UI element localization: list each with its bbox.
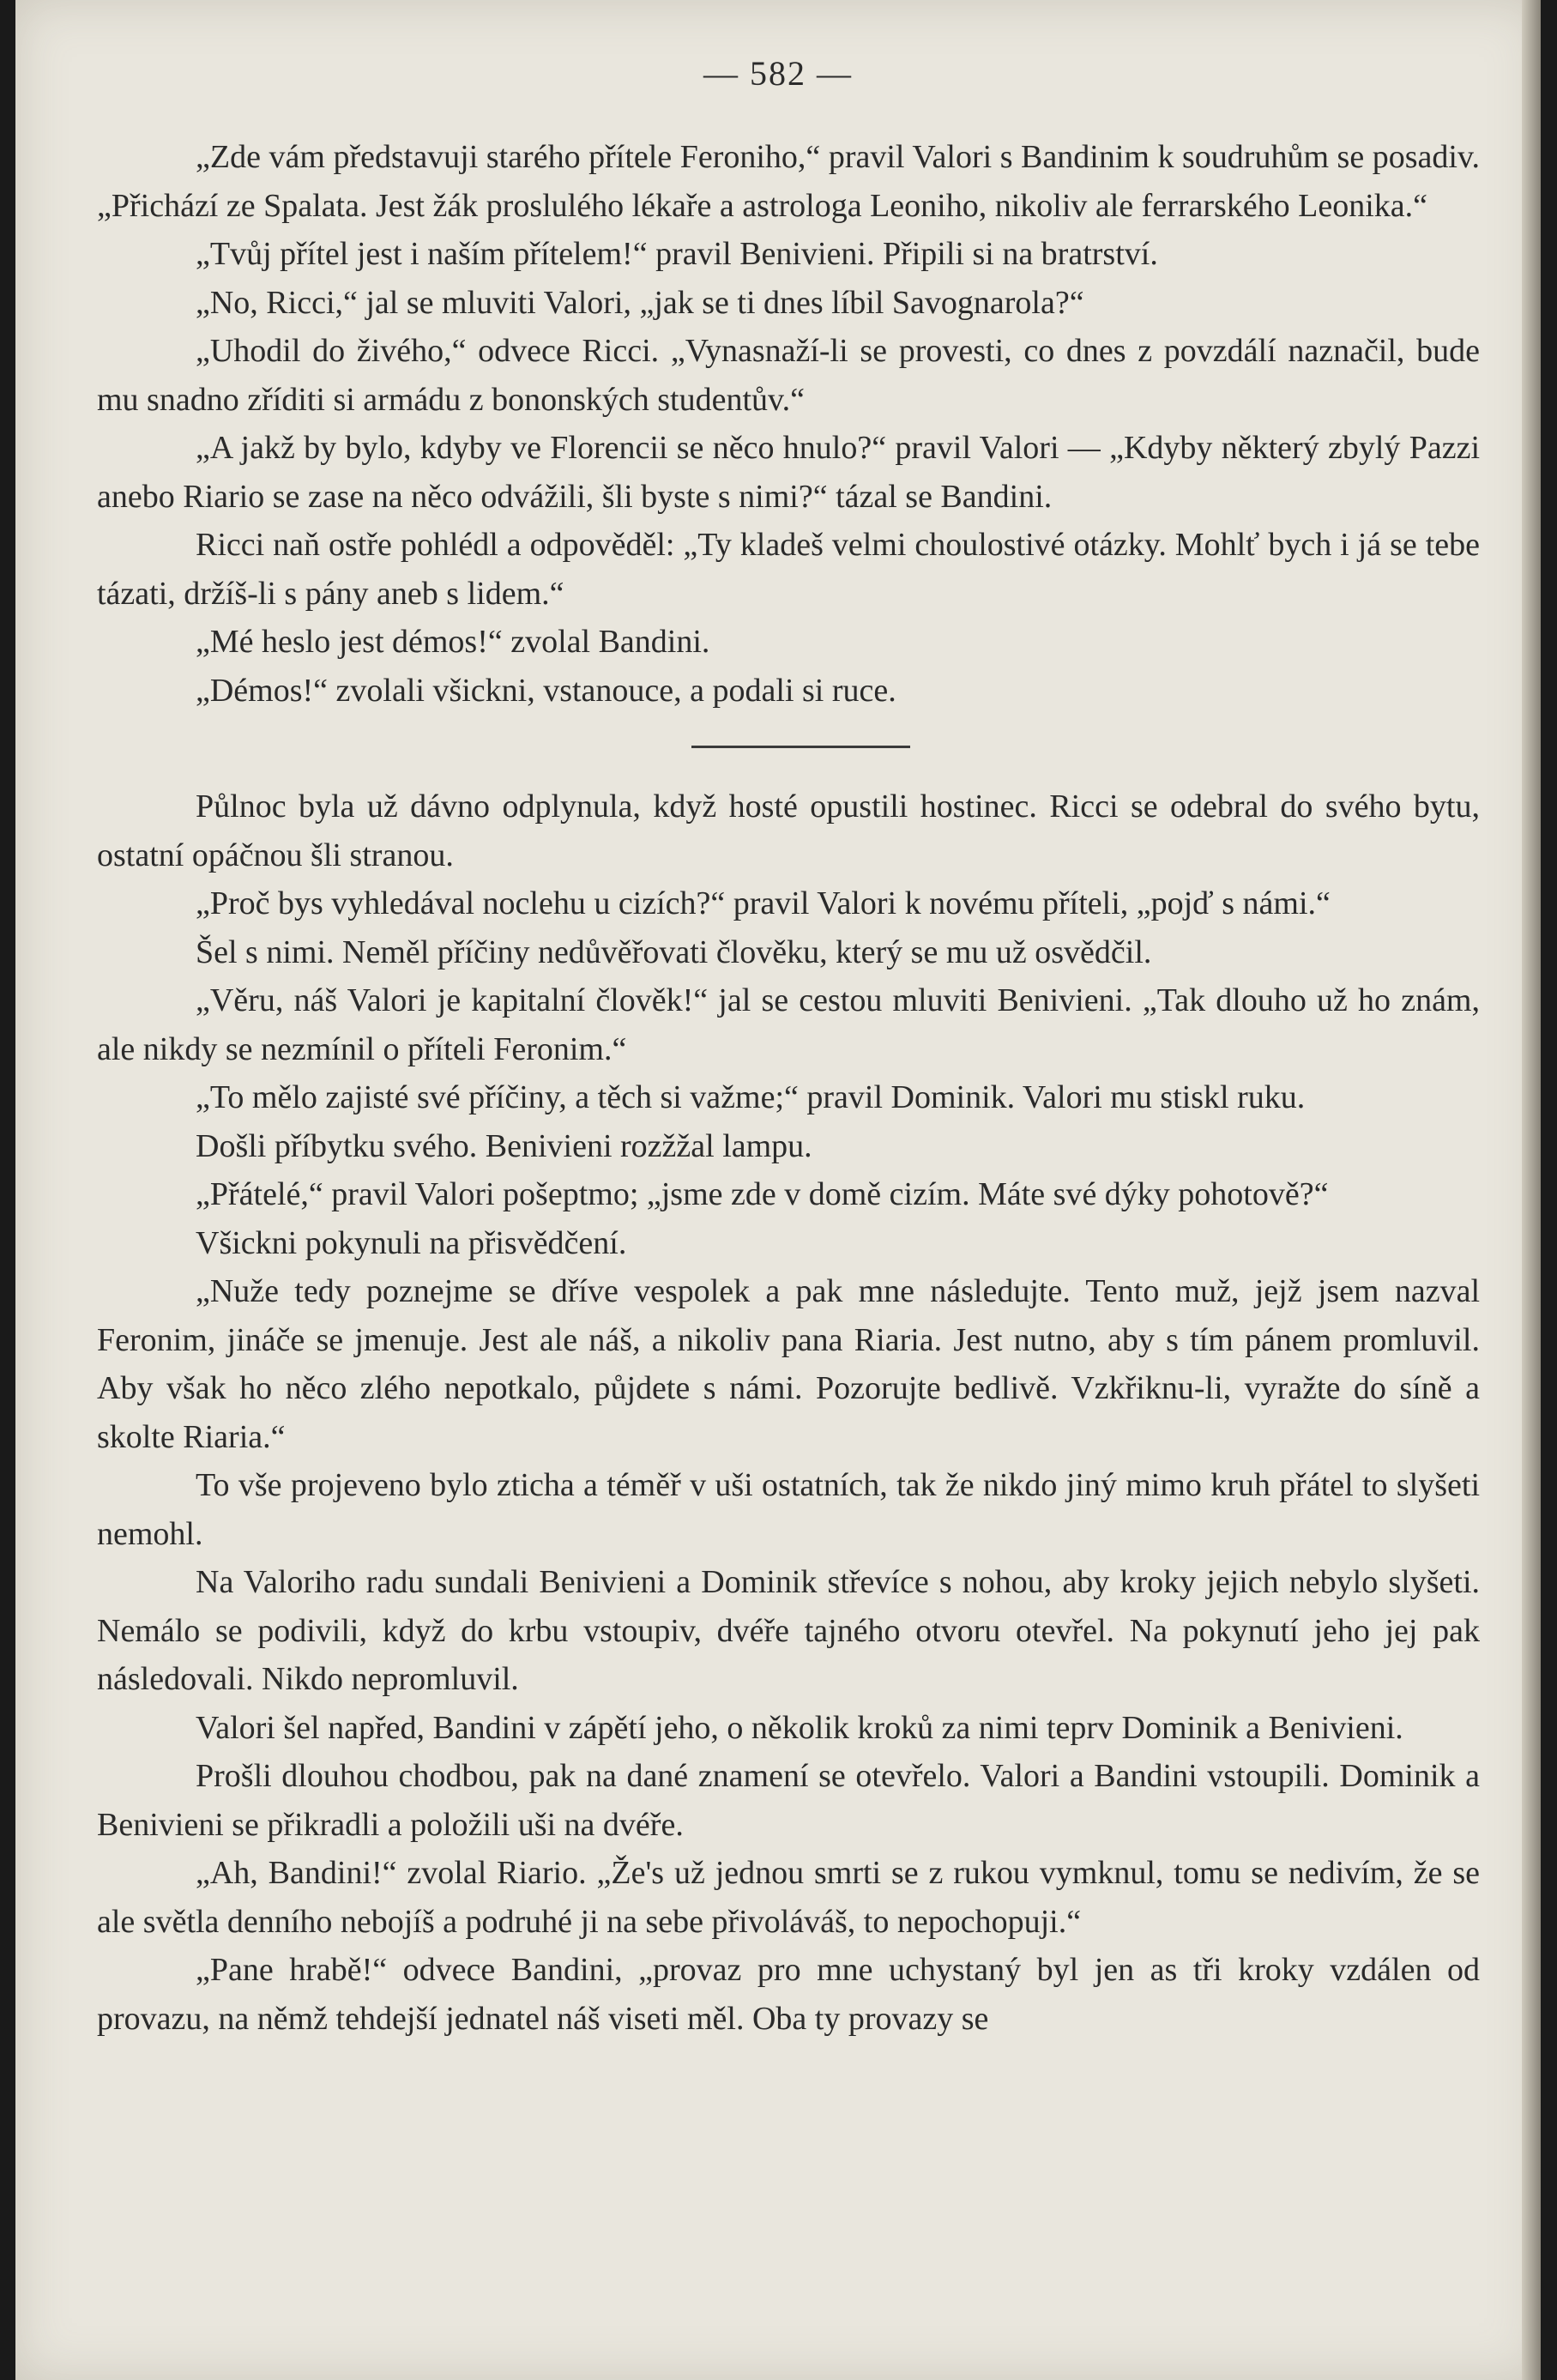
paragraph: „Tvůj přítel jest i naším přítelem!“ pravil Benivieni. Připili si na bratrství.: [196, 236, 1158, 272]
section-1: [97, 133, 1480, 715]
paragraph: Valori šel napřed, Bandini v zápětí jeho, o několik kroků za nimi teprv Dominik a Benivieni.: [196, 1709, 1403, 1746]
paragraph: „Proč bys vyhledával noclehu u cizích?“ pravil Valori k novému příteli, „pojď s námi.“: [196, 885, 1331, 921]
paragraph: „No, Ricci,“ jal se mluviti Valori, „jak se ti dnes líbil Savognarola?“: [196, 284, 1084, 321]
paragraph: To vše projeveno bylo zticha a téměř v uši ostatních, tak že nikdo jiný mimo kruh přátel to slyšeti nemohl.: [97, 1467, 1480, 1552]
paragraph: Na Valoriho radu sundali Benivieni a Dominik střevíce s nohou, aby kroky jejich nebylo slyšeti. Nemálo se podivili, když do krbu vstoupiv, dvéře tajného otvoru otevřel. Na pokynutí jeho jej pak následovali. Nikdo nepromluvil.: [97, 1564, 1480, 1697]
paragraph: „Mé heslo jest démos!“ zvolal Bandini.: [196, 624, 710, 660]
paragraph: „Uhodil do živého,“ odvece Ricci. „Vynasnaží-li se provesti, co dnes z povzdálí naznačil, bude mu snadno zříditi si armádu z bononských studentův.“: [97, 333, 1480, 418]
section-divider: [691, 746, 910, 748]
paragraph: Půlnoc byla už dávno odplynula, když hosté opustili hostinec. Ricci se odebral do svého bytu, ostatní opáčnou šli stranou.: [97, 788, 1480, 873]
paragraph: Všickni pokynuli na přisvědčení.: [196, 1224, 627, 1261]
paragraph: Šel s nimi. Neměl příčiny nedůvěřovati člověku, který se mu už osvědčil.: [196, 933, 1152, 970]
paragraph: Ricci naň ostře pohlédl a odpověděl: „Ty kladeš velmi choulostivé otázky. Mohlť bych i já se tebe tázati, držíš-li s pány aneb s lidem.“: [97, 527, 1480, 612]
paragraph: „A jakž by bylo, kdyby ve Florencii se něco hnulo?“ pravil Valori — „Kdyby některý zbylý Pazzi anebo Riario se zase na něco odvážili, šli byste s nimi?“ tázal se Bandini.: [97, 430, 1480, 515]
paragraph: Prošli dlouhou chodbou, pak na dané znamení se otevřelo. Valori a Bandini vstoupili. Dominik a Benivieni se přikradli a položili uši na dvéře.: [97, 1758, 1480, 1843]
section-2: [97, 782, 1480, 2043]
paragraph: „Ah, Bandini!“ zvolal Riario. „Že's už jednou smrti se z rukou vymknul, tomu se nedivím, že se ale světla denního nebojíš a podruhé ji na sebe přivoláváš, to nepochopuji.“: [97, 1855, 1480, 1940]
paragraph: „Nuže tedy poznejme se dříve vespolek a pak mne následujte. Tento muž, jejž jsem nazval Feronim, jináče se jmenuje. Jest ale náš, a nikoliv pana Riaria. Jest nutno, aby s tím pánem promluvil. Aby však ho něco zlého nepotkalo, půjdete s námi. Pozorujte bedlivě. Vzkřiknu-li, vyražte do síně a skolte Riaria.“: [97, 1273, 1480, 1455]
page-spine-edge: [1522, 0, 1541, 2380]
paragraph: „Démos!“ zvolali všickni, vstanouce, a podali si ruce.: [196, 672, 896, 709]
book-page: [15, 0, 1541, 2380]
page-text: [97, 133, 1480, 2043]
paragraph: „Přátelé,“ pravil Valori pošeptmo; „jsme zde v domě cizím. Máte své dýky pohotově?“: [196, 1176, 1329, 1212]
page-number: — 582 —: [703, 54, 853, 93]
paragraph: „Věru, náš Valori je kapitalní člověk!“ jal se cestou mluviti Benivieni. „Tak dlouho už ho znám, ale nikdy se nezmínil o příteli Feronim.“: [97, 982, 1480, 1067]
paragraph: „Zde vám představuji starého přítele Feroniho,“ pravil Valori s Bandinim k soudruhům se posadiv. „Přichází ze Spalata. Jest žák proslulého lékaře a astrologa Leoniho, nikoliv ale ferrarského Leonika.“: [97, 139, 1480, 224]
paragraph: „Pane hrabě!“ odvece Bandini, „provaz pro mne uchystaný byl jen as tři kroky vzdálen od provazu, na němž tehdejší jednatel náš viseti měl. Oba ty provazy se: [97, 1952, 1480, 2037]
paragraph: „To mělo zajisté své příčiny, a těch si važme;“ pravil Dominik. Valori mu stiskl ruku.: [196, 1079, 1306, 1115]
paragraph: Došli příbytku svého. Benivieni rozžžal lampu.: [196, 1127, 812, 1164]
